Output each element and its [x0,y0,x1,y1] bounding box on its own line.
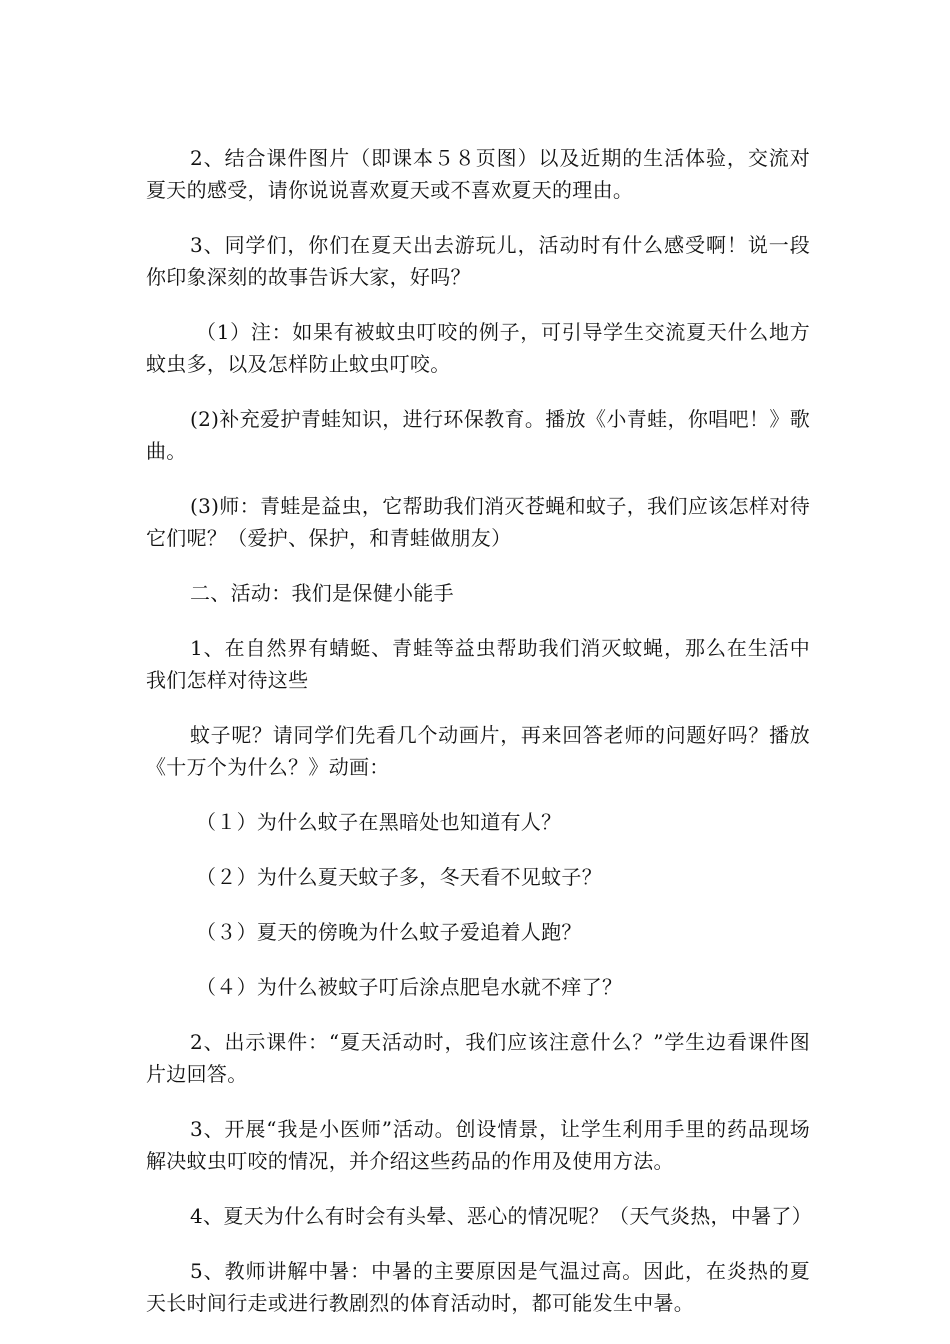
paragraph-item-3: 3、同学们，你们在夏天出去游玩儿，活动时有什么感受啊！说一段你印象深刻的故事告诉大家，好吗？ [146,233,810,289]
question-item-3: （３）夏天的傍晚为什么蚊子爱追着人跑？ [196,920,582,944]
question-item-1: （１）为什么蚊子在黑暗处也知道有人？ [196,810,562,834]
paragraph-activity-2: 2、出示课件：“夏天活动时，我们应该注意什么？”学生边看课件图片边回答。 [146,1030,810,1086]
question-item-2: （２）为什么夏天蚊子多，冬天看不见蚊子？ [196,865,602,889]
paragraph-activity-4: 4、夏天为什么有时会有头晕、恶心的情况呢？（天气炎热，中暑了） [190,1204,813,1228]
paragraph-note-3: (3)师：青蛙是益虫，它帮助我们消灭苍蝇和蚊子，我们应该怎样对待它们呢？（爱护、保护，和青蛙做朋友） [146,494,810,550]
question-item-4: （４）为什么被蚊子叮后涂点肥皂水就不痒了？ [196,975,623,999]
paragraph-activity-1-cont: 蚊子呢？请同学们先看几个动画片，再来回答老师的问题好吗？播放《十万个为什么？》动画： [146,723,810,779]
paragraph-item-2: 2、结合课件图片（即课本５８页图）以及近期的生活体验，交流对夏天的感受，请你说说喜欢夏天或不喜欢夏天的理由。 [146,146,810,202]
document-body [146,142,813,1342]
paragraph-activity-3: 3、开展“我是小医师”活动。创设情景，让学生利用手里的药品现场解决蚊虫叮咬的情况，并介绍这些药品的作用及使用方法。 [146,1117,810,1173]
paragraph-activity-1: 1、在自然界有蜻蜓、青蛙等益虫帮助我们消灭蚊蝇，那么在生活中我们怎样对待这些 [146,636,810,692]
paragraph-note-2: (2)补充爱护青蛙知识，进行环保教育。播放《小青蛙，你唱吧！》歌曲。 [146,407,810,463]
paragraph-note-1: （1）注：如果有被蚊虫叮咬的例子，可引导学生交流夏天什么地方蚊虫多，以及怎样防止蚊虫叮咬。 [146,320,810,376]
section-heading-activity: 二、活动：我们是保健小能手 [190,581,454,605]
paragraph-activity-5: 5、教师讲解中暑：中暑的主要原因是气温过高。因此，在炎热的夏天长时间行走或进行教剧烈的体育活动时，都可能发生中暑。 [146,1259,810,1315]
